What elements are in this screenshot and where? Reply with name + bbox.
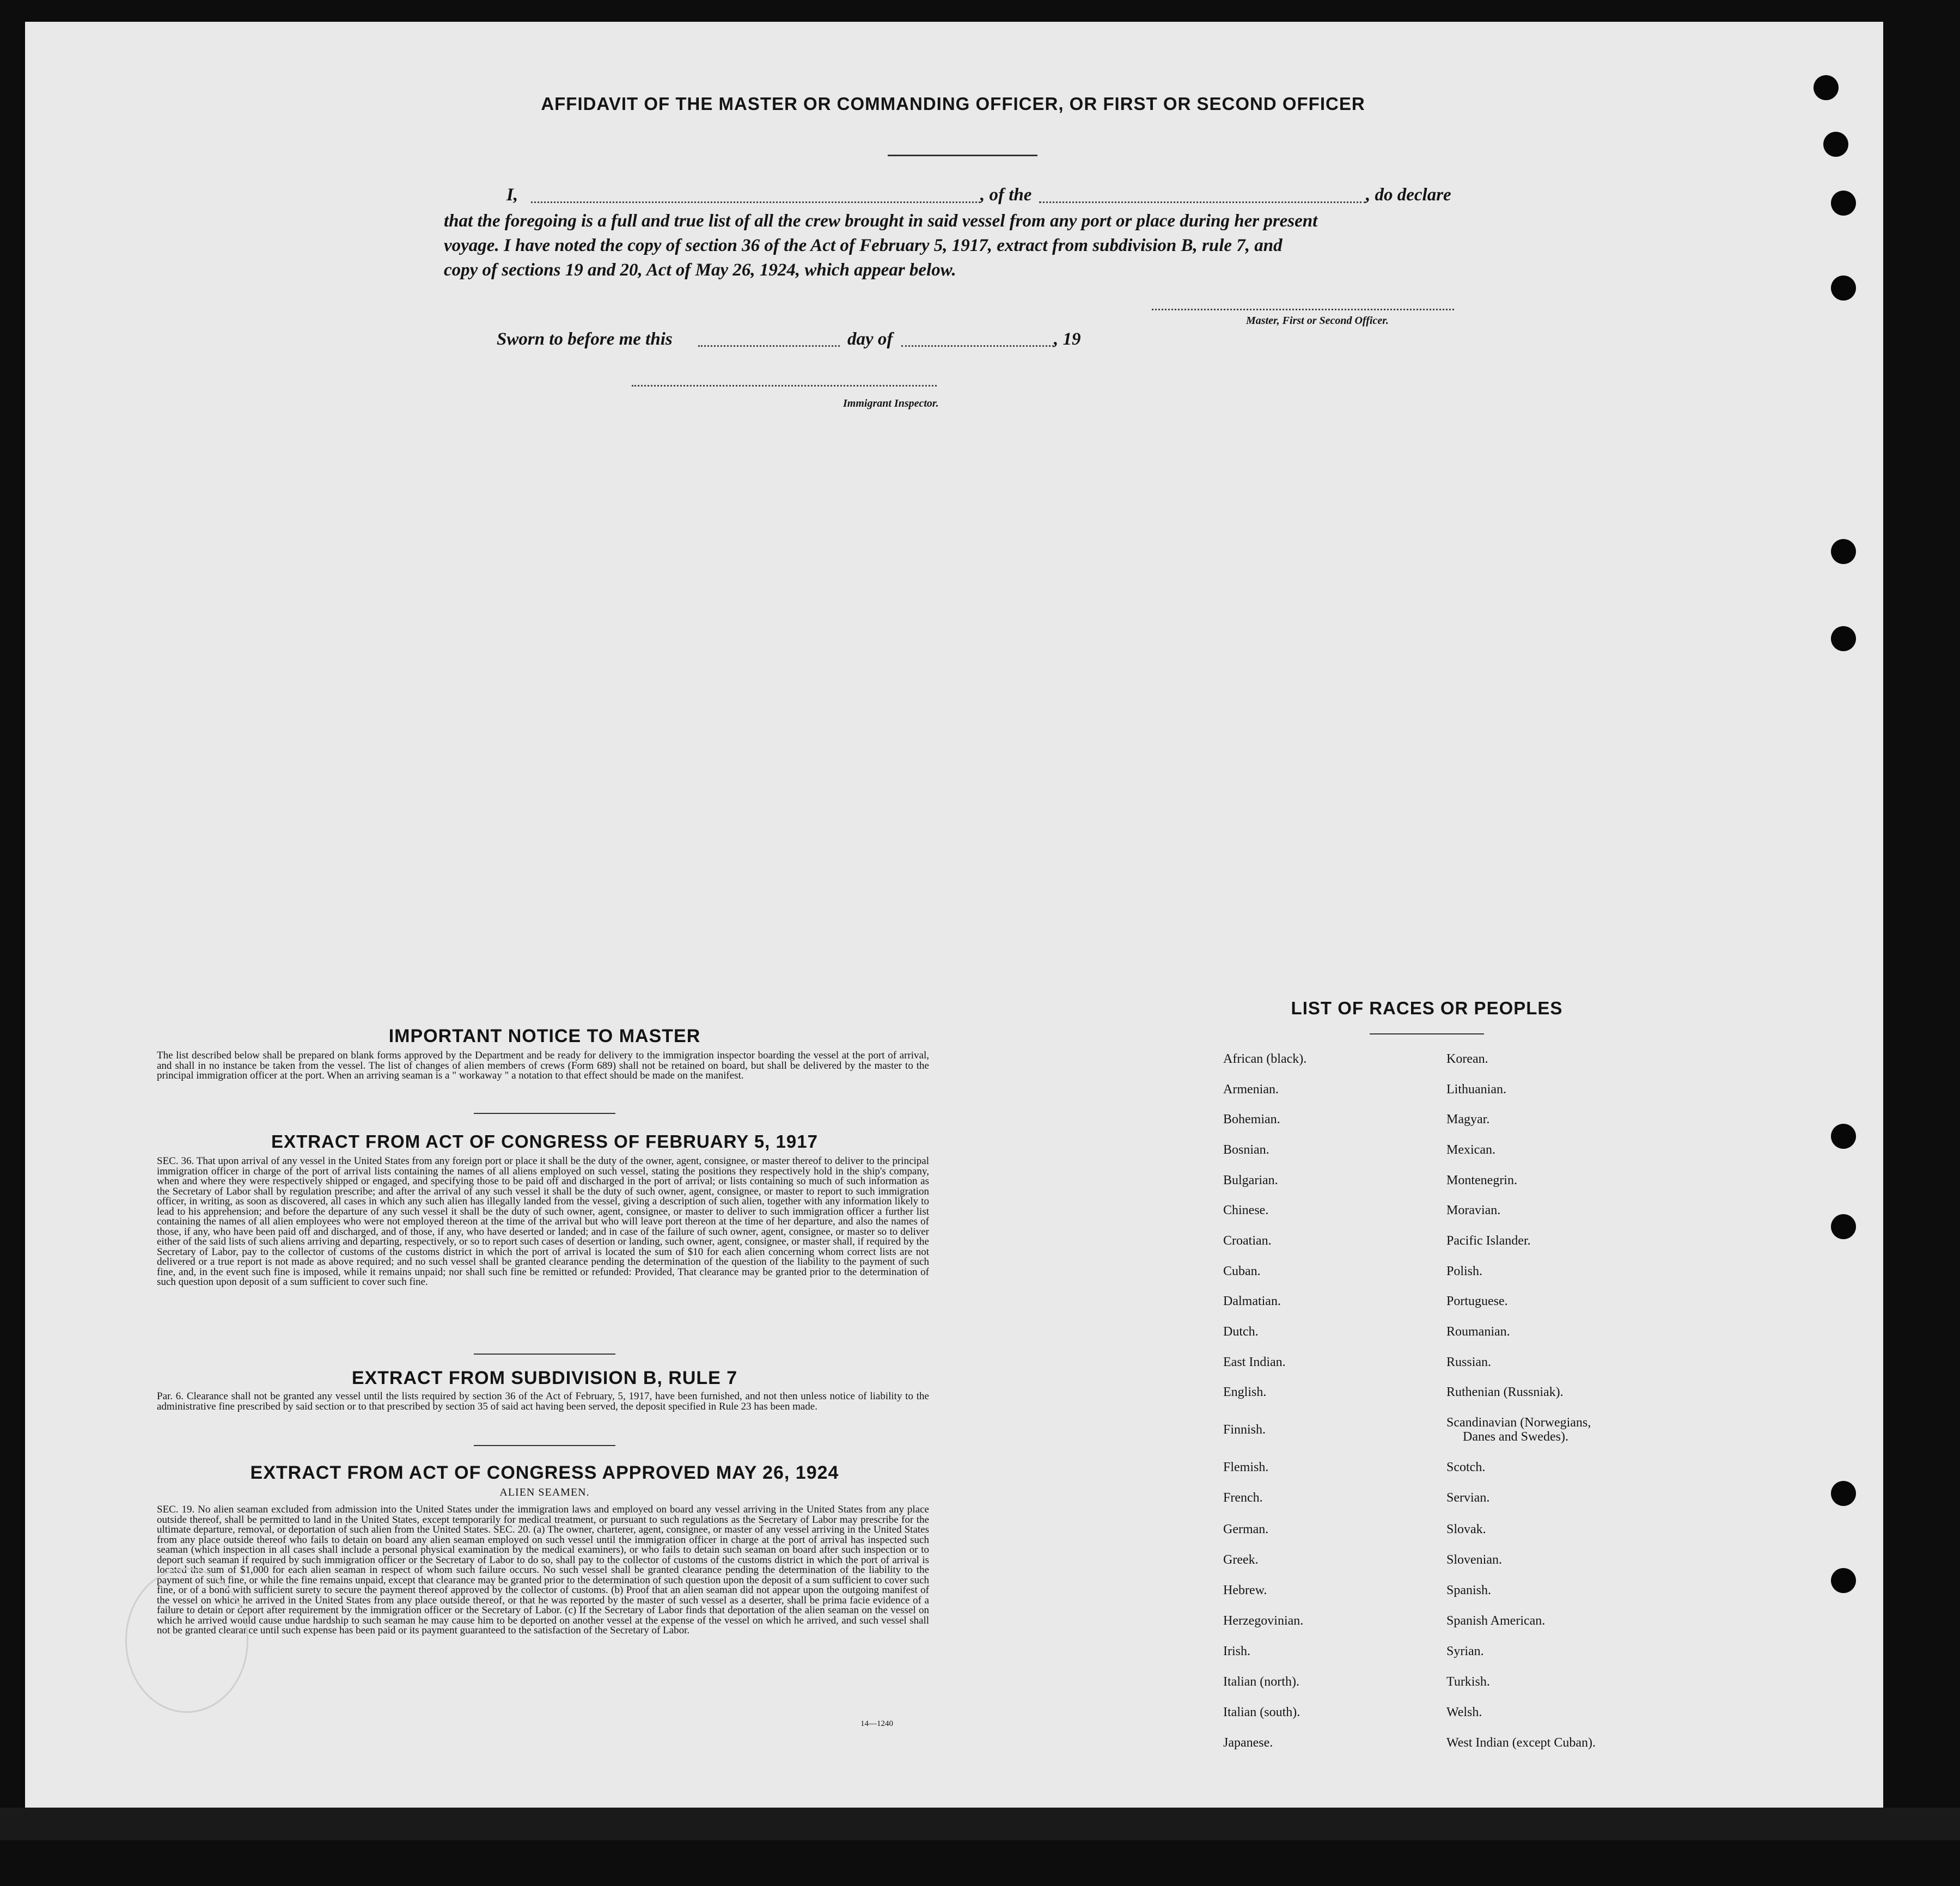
race-item: Greek. bbox=[1223, 1553, 1259, 1567]
punch-hole bbox=[1814, 75, 1839, 100]
master-signature-line bbox=[1152, 309, 1454, 310]
race-item: Japanese. bbox=[1223, 1736, 1273, 1750]
punch-hole bbox=[1831, 539, 1856, 564]
race-item: Slovenian. bbox=[1446, 1553, 1502, 1567]
master-signature-label: Master, First or Second Officer. bbox=[1246, 315, 1389, 327]
notice-divider bbox=[474, 1113, 615, 1114]
vessel-blank bbox=[1039, 201, 1366, 203]
race-item: Finnish. bbox=[1223, 1423, 1266, 1437]
inspector-signature-label: Immigrant Inspector. bbox=[843, 397, 939, 409]
races-title-underline bbox=[1370, 1033, 1484, 1034]
race-item: Lithuanian. bbox=[1446, 1082, 1506, 1097]
sworn-day-of: day of bbox=[847, 329, 893, 349]
race-item: Scotch. bbox=[1446, 1460, 1486, 1474]
race-item: Croatian. bbox=[1223, 1234, 1272, 1248]
affidavit-line-1-declare: , do declare bbox=[1366, 185, 1451, 205]
race-item: Bohemian. bbox=[1223, 1112, 1280, 1126]
inspector-signature-line bbox=[632, 385, 937, 387]
race-item: Dutch. bbox=[1223, 1325, 1259, 1339]
race-item: Armenian. bbox=[1223, 1082, 1279, 1097]
punch-hole bbox=[1831, 626, 1856, 651]
embossed-seal bbox=[125, 1568, 248, 1713]
name-blank bbox=[531, 201, 980, 203]
extract-1924-subtitle: ALIEN SEAMEN. bbox=[499, 1486, 590, 1498]
affidavit-line-2: that the foregoing is a full and true list of all the crew brought in said vessel from any port or place during her present bbox=[444, 211, 1318, 231]
race-item: Spanish American. bbox=[1446, 1614, 1546, 1628]
sworn-year: , 19 bbox=[1054, 329, 1081, 349]
punch-hole bbox=[1831, 275, 1856, 301]
punch-hole bbox=[1823, 132, 1848, 157]
affidavit-line-1-i: I, bbox=[506, 185, 518, 205]
subdivision-body: Par. 6. Clearance shall not be granted any vessel until the lists required by section 36 of the Act of February, 5, 1917, have been furnished, and not then unless notice of liability to the administrative fine prescribed by said section or to that prescribed by section 35 of said act having been served, the deposit specified in Rule 23 has been made. bbox=[157, 1391, 929, 1412]
punch-hole bbox=[1831, 1481, 1856, 1506]
affidavit-line-3: voyage. I have noted the copy of section 36 of the Act of February 5, 1917, extract from subdivision B, rule 7, and bbox=[444, 236, 1283, 255]
race-item: Korean. bbox=[1446, 1052, 1488, 1066]
extract-1924-body: SEC. 19. No alien seaman excluded from admission into the United States under the immigration laws and employed on board any vessel arriving in the United States from any place outside thereof, shall be permitted to land in the United States, except temporarily for medical treatment, or pursuant to such regulations as the Secretary of Labor may prescribe for the ultimate departure, removal, or deportation of such alien from the United States. SEC. 20. (a) The owner, charterer, agent, consignee, or master of any vessel arriving in the United States from any place outside thereof who fails to detain on board any alien seaman employed on such vessel until the immigration officer in charge at the port of arrival has inspected such seaman (which inspection in all cases shall include a personal physical examination by the medical examiners), or who fails to detain such seaman on board after such inspection or to deport such seaman if required by such immigration officer or the Secretary of Labor to do so, shall pay to the collector of customs of the customs district in which the port of arrival is located the sum of $1,000 for each alien seaman in respect of whom such failure occurs. No such vessel shall be granted clearance pending the determination of the liability to the payment of such fine, or while the fine remains unpaid, except that clearance may be granted prior to the determination of such question upon the deposit of a sum sufficient to cover such fine, or of a bond with sufficient surety to secure the payment thereof approved by the collector of customs. (b) Proof that an alien seaman did not appear upon the outgoing manifest of the vessel on which he arrived in the United States from any place outside thereof, or that he was reported by the master of such vessel as a deserter, shall be prima facie evidence of a failure to detain or deport after requirement by the immigration officer or the Secretary of Labor. (c) If the Secretary of Labor finds that deportation of the alien seaman on the vessel on which he arrived would cause undue hardship to such seaman he may cause him to be deported on another vessel at the expense of the vessel on which he arrived, and such vessel shall not be granted clearance until such expense has been paid or its payment guaranteed to the satisfaction of the Secretary of Labor. bbox=[157, 1504, 929, 1636]
notice-title: IMPORTANT NOTICE TO MASTER bbox=[388, 1026, 701, 1046]
race-item: Pacific Islander. bbox=[1446, 1234, 1531, 1248]
race-item: Italian (south). bbox=[1223, 1705, 1300, 1719]
race-item: Polish. bbox=[1446, 1264, 1483, 1278]
subdivision-title: EXTRACT FROM SUBDIVISION B, RULE 7 bbox=[351, 1368, 738, 1388]
race-item: Servian. bbox=[1446, 1491, 1490, 1505]
sworn-prefix: Sworn to before me this bbox=[497, 329, 673, 349]
race-item-continuation: Danes and Swedes). bbox=[1463, 1430, 1568, 1444]
race-item: Portuguese. bbox=[1446, 1294, 1508, 1308]
race-item: Italian (north). bbox=[1223, 1675, 1299, 1689]
races-title: LIST OF RACES OR PEOPLES bbox=[1291, 998, 1563, 1018]
race-item: Russian. bbox=[1446, 1355, 1492, 1369]
race-item: Hebrew. bbox=[1223, 1583, 1267, 1597]
race-item: East Indian. bbox=[1223, 1355, 1286, 1369]
race-item: Bulgarian. bbox=[1223, 1173, 1278, 1187]
race-item: Syrian. bbox=[1446, 1644, 1484, 1658]
race-item: Spanish. bbox=[1446, 1583, 1492, 1597]
race-item: African (black). bbox=[1223, 1052, 1307, 1066]
race-item: English. bbox=[1223, 1385, 1267, 1399]
punch-hole bbox=[1831, 1568, 1856, 1593]
extract-1924-title: EXTRACT FROM ACT OF CONGRESS APPROVED MAY 26, 1924 bbox=[250, 1462, 839, 1483]
race-item: Turkish. bbox=[1446, 1675, 1490, 1689]
sworn-month-blank bbox=[901, 345, 1054, 347]
race-item: Irish. bbox=[1223, 1644, 1250, 1658]
title-underline bbox=[888, 155, 1037, 156]
extract-1917-title: EXTRACT FROM ACT OF CONGRESS OF FEBRUARY 5, 1917 bbox=[271, 1131, 818, 1152]
race-item: Herzegovinian. bbox=[1223, 1614, 1304, 1628]
extract-1917-body: SEC. 36. That upon arrival of any vessel in the United States from any foreign port or place it shall be the duty of the owner, agent, consignee, or master thereof to deliver to the principal immigration officer in charge of the port of arrival lists containing the names of all aliens employed on such vessel, stating the positions they respectively hold in the ship's company, when and where they were respectively shipped or engaged, and specifying those to be paid off and discharged in the port of arrival; or lists containing so much of such information as the Secretary of Labor shall by regulation prescribe; and after the arrival of any such vessel it shall be the duty of such owner, agent, consignee, or master to report to such immigration officer, in writing, as soon as discovered, all cases in which any such alien has illegally landed from the vessel, giving a description of such alien, together with any information likely to lead to his apprehension; and before the departure of any such vessel it shall be the duty of such owner, agent, consignee, or master to deliver to such immigration officer a further list containing the names of all alien employees who were not employed thereon at the time of the arrival but who will leave port thereon at the time of her departure, and also the names of those, if any, who have been paid off and discharged, and of those, if any, who have deserted or landed; and in case of the failure of such owner, agent, consignee, or master so to deliver either of the said lists of such aliens arriving and departing, respectively, or so to report such cases of desertion or landing, such owner, agent, consignee, or master shall, if required by the Secretary of Labor, pay to the collector of customs of the customs district in which the port of arrival is located the sum of $10 for each alien concerning whom correct lists are not delivered or a true report is not made as above required; and no such vessel shall be granted clearance pending the determination of the question of the liability to the payment of such fine, and, in the event such fine is imposed, while it remains unpaid; nor shall such fine be remitted or refunded: Provided, That clearance may be granted prior to the determination of such question upon deposit of a sum sufficient to cover such fine. bbox=[157, 1155, 929, 1288]
race-item: Scandinavian (Norwegians, bbox=[1446, 1416, 1591, 1430]
race-item: Magyar. bbox=[1446, 1112, 1490, 1126]
race-item: Chinese. bbox=[1223, 1203, 1269, 1217]
race-item: West Indian (except Cuban). bbox=[1446, 1736, 1596, 1750]
race-item: Moravian. bbox=[1446, 1203, 1501, 1217]
race-item: German. bbox=[1223, 1522, 1269, 1536]
race-item: Cuban. bbox=[1223, 1264, 1261, 1278]
scan-bottom-border bbox=[0, 1808, 1960, 1840]
race-item: Ruthenian (Russniak). bbox=[1446, 1385, 1564, 1399]
race-item: Slovak. bbox=[1446, 1522, 1486, 1536]
sworn-day-blank bbox=[698, 345, 840, 347]
punch-hole bbox=[1831, 1214, 1856, 1239]
race-item: Roumanian. bbox=[1446, 1325, 1510, 1339]
punch-hole bbox=[1831, 1124, 1856, 1149]
race-item: French. bbox=[1223, 1491, 1263, 1505]
subdivision-divider bbox=[474, 1445, 615, 1446]
race-item: Welsh. bbox=[1446, 1705, 1482, 1719]
punch-hole bbox=[1831, 191, 1856, 216]
form-number: 14—1240 bbox=[860, 1719, 893, 1728]
race-item: Dalmatian. bbox=[1223, 1294, 1281, 1308]
affidavit-title: AFFIDAVIT OF THE MASTER OR COMMANDING OFFICER, OR FIRST OR SECOND OFFICER bbox=[541, 94, 1365, 114]
race-item: Montenegrin. bbox=[1446, 1173, 1517, 1187]
affidavit-line-4: copy of sections 19 and 20, Act of May 26, 1924, which appear below. bbox=[444, 260, 956, 280]
extract-1917-divider bbox=[474, 1354, 615, 1355]
notice-body: The list described below shall be prepared on blank forms approved by the Department and be ready for delivery to the immigration inspector boarding the vessel at the port of arrival, and shall in no instance be taken from the vessel. The list of changes of alien members of crews (Form 689) shall not be retained on board, but shall be delivered by the master to the principal immigration officer at the port. When an arriving seaman is a " workaway " a notation to that effect should be made on the manifest. bbox=[157, 1050, 929, 1081]
race-item: Bosnian. bbox=[1223, 1143, 1269, 1157]
affidavit-line-1-of-the: , of the bbox=[980, 185, 1032, 205]
race-item: Flemish. bbox=[1223, 1460, 1269, 1474]
race-item: Mexican. bbox=[1446, 1143, 1495, 1157]
